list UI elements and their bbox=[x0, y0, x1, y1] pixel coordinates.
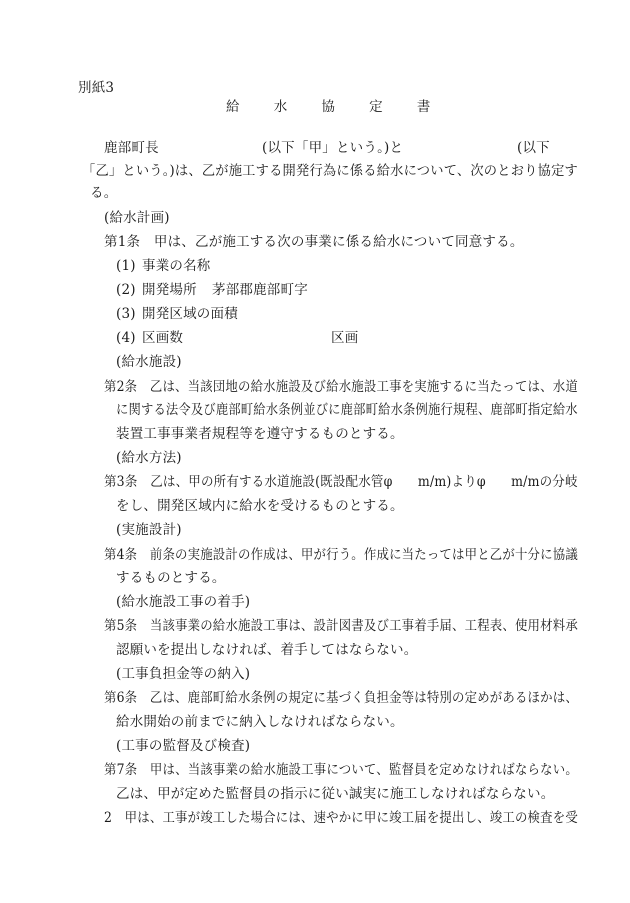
item-label: 区画数 bbox=[142, 330, 184, 346]
article-line: に関する法令及び鹿部町給水条例並びに鹿部町給水条例施行規程、鹿部町指定給水 bbox=[116, 402, 578, 418]
intro-mid: (以下「甲」という。)と bbox=[262, 140, 404, 156]
item-number: (4) bbox=[116, 330, 136, 346]
intro-party-a: 鹿部町長 bbox=[104, 140, 159, 156]
title-char: 協 bbox=[321, 99, 336, 115]
article-line: 第1条 甲は、乙が施工する次の事業に係る給水について同意する。 bbox=[104, 234, 524, 250]
item-number: (3) bbox=[116, 306, 136, 322]
article-heading: (給水施設工事の着手) bbox=[116, 594, 251, 610]
article-heading: (実施設計) bbox=[116, 522, 182, 538]
item-label: 開発区域の面積 bbox=[142, 306, 238, 322]
title-char: 書 bbox=[416, 99, 431, 115]
intro-line-3: る。 bbox=[90, 185, 118, 201]
article-line: 給水開始の前までに納入しなければならない。 bbox=[116, 714, 404, 730]
article-heading: (工事の監督及び検査) bbox=[116, 738, 251, 754]
article-heading: (工事負担金等の納入) bbox=[116, 666, 251, 682]
item-value: 区画 bbox=[331, 330, 359, 346]
article-line: 装置工事事業者規程等を遵守するものとする。 bbox=[116, 426, 404, 442]
article-line: 第5条 当該事業の給水施設工事は、設計図書及び工事着手届、工程表、使用材料承 bbox=[104, 618, 578, 634]
article-line: 第6条 乙は、鹿部町給水条例の規定に基づく負担金等は特別の定めがあるほかは、 bbox=[104, 690, 578, 706]
article-line: 第2条 乙は、当該団地の給水施設及び給水施設工事を実施するに当たっては、水道 bbox=[104, 379, 578, 395]
item-number: (1) bbox=[116, 258, 136, 274]
article-heading: (給水施設) bbox=[116, 354, 182, 370]
article-line: 第7条 甲は、当該事業の給水施設工事について、監督員を定めなければならない。 bbox=[104, 762, 578, 778]
article-line: 第3条 乙は、甲の所有する水道施設(既設配水管φ m/m)よりφ m/mの分岐 bbox=[104, 474, 578, 490]
item-number: (2) bbox=[116, 282, 136, 298]
article-heading: (給水計画) bbox=[104, 210, 170, 226]
appendix-label: 別紙3 bbox=[78, 80, 115, 96]
item-label: 開発場所 bbox=[142, 282, 197, 298]
item-value: 茅部郡鹿部町字 bbox=[212, 282, 308, 298]
title-char: 定 bbox=[369, 99, 383, 115]
article-heading: (給水方法) bbox=[116, 450, 182, 466]
title-char: 水 bbox=[273, 99, 288, 115]
article-line: 第4条 前条の実施設計の作成は、甲が行う。作成に当たっては甲と乙が十分に協議 bbox=[104, 547, 578, 563]
article-line: 認願いを提出しなければ、着手してはならない。 bbox=[116, 642, 418, 658]
article-line: をし、開発区域内に給水を受けるものとする。 bbox=[116, 498, 404, 514]
article-line: 2 甲は、工事が竣工した場合には、速やかに甲に竣工届を提出し、竣工の検査を受 bbox=[104, 810, 578, 826]
title-char: 給 bbox=[226, 99, 240, 115]
article-line: するものとする。 bbox=[116, 570, 226, 586]
article-line: 乙は、甲が定めた監督員の指示に従い誠実に施工しなければならない。 bbox=[116, 786, 555, 802]
intro-end: (以下 bbox=[517, 140, 550, 156]
document-title bbox=[226, 98, 431, 116]
intro-line-2: 「乙」という。)は、乙が施工する開発行為に係る給水について、次のとおり協定す bbox=[82, 163, 578, 179]
item-label: 事業の名称 bbox=[142, 258, 211, 274]
